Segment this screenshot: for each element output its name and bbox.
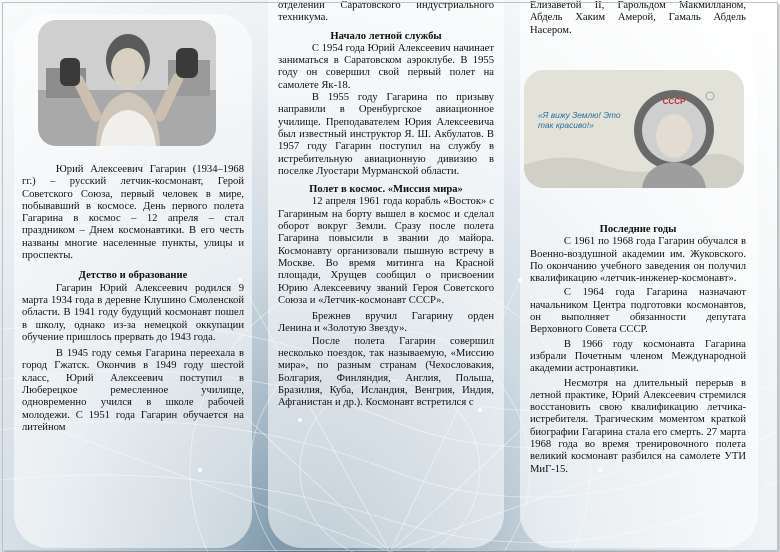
flight-service-heading: Начало летной службы xyxy=(330,30,442,42)
spaceflight-paragraph-1: 12 апреля 1961 года корабль «Восток» с Гагариным на борту вышел в космос и сделал оборот вокруг Земли. Сразу после полета Гагарина повысили в звании до майора. Космонавту организовали пышную встречу в Москве. Во время митинга на Красной площади, Хрущев сообщил о присвоении Юрию Алексеевичу званий Героя Советского Союза и «Летчик-космонавт СССР». xyxy=(278,196,494,306)
svg-text:СССР: СССР xyxy=(662,97,686,106)
column-middle xyxy=(268,0,504,548)
col2-text xyxy=(278,0,494,410)
col1-text xyxy=(22,164,244,434)
photo-caption: «Я вижу Землю! Это так красиво!» xyxy=(538,110,621,130)
gagarin-helmet-photo xyxy=(524,70,744,188)
last-years-paragraph-4: Несмотря на длительный перерыв в летной практике, Юрий Алексеевич стремился восстановить свою квалификацию летчика-истребителя. Трагическим моментом краткой биографии Гагарина стала его смерть. 27 марта 1968 года во время тренировочного полета великий космонавт разбился на самолете УТИ МиГ-15. xyxy=(530,377,746,475)
last-years-paragraph-2: С 1964 года Гагарина назначают начальником Центра подготовки космонавтов, он выполняет обязанности депутата Верховного Совета СССР. xyxy=(530,287,746,336)
service-paragraph-2: В 1955 году Гагарина по призыву направили в Оренбургское авиационное училище. Преподавателем Юрия Алексеевича был известный инструктор Я. Ш. Акбулатов. В 1957 году Гагарин поступил на службу в истребительную авиационную дивизию в поселке Луостари Мурманской области. xyxy=(278,92,494,177)
last-years-paragraph-3: В 1966 году космонавта Гагарина избрали Почетным членом Международной академии астронавтики. xyxy=(530,338,746,375)
service-paragraph-1: С 1954 года Юрий Алексеевич начинает заниматься в Саратовском аэроклубе. В 1955 году он совершил свой первый полет на самолете Як-18. xyxy=(278,42,494,91)
continued-text: отделении Саратовского индустриального техникума. xyxy=(278,0,494,24)
childhood-paragraph-1: Гагарин Юрий Алексеевич родился 9 марта 1934 года в деревне Клушино Смоленской области. В 1941 году будущий космонавт пошел в школу, однако из-за немецкой оккупации обучение пришлось прервать до 1943 года. xyxy=(22,282,244,343)
gagarin-dumbbells-photo xyxy=(38,20,216,146)
childhood-paragraph-2: В 1945 году семья Гагарина переехала в город Гжатск. Окончив в 1949 году шестой класс, Юрий Алексеевич поступил в Люберецкое ремесленное училище, одновременно учился в школе рабочей молодежи. С 1951 года Гагарин обучается на литейном xyxy=(22,348,244,433)
spaceflight-paragraph-3: После полета Гагарин совершил несколько поездок, так называемую, «Миссию мира», по разным странам (Чехословакия, Болгария, Финляндия, Англия, Польша, Бразилия, Куба, Исландия, Венгрия, Индия, Афганистан и др.). Космонавт встретился с xyxy=(278,335,494,409)
childhood-heading: Детство и образование xyxy=(78,270,188,282)
col3-text xyxy=(530,224,746,476)
column-left xyxy=(14,14,252,548)
spaceflight-paragraph-2: Брежнев вручил Гагарину орден Ленина и «Золотую Звезду». xyxy=(278,311,494,335)
photo-illustration xyxy=(38,20,216,146)
last-years-heading: Последние годы xyxy=(599,224,677,235)
continued-text-col3: Елизаветой II, Гарольдом Макмилланом, Абдель Хаким Амерой, Гамаль Абдель Насером. xyxy=(530,0,746,36)
last-years-paragraph-1: С 1961 по 1968 года Гагарин обучался в Военно-воздушной академии им. Жуковского. По окончанию учебного заведения он получил квалификацию «летчик-инженер-космонавт». xyxy=(530,236,746,285)
column-right xyxy=(520,0,758,548)
col3-top-text xyxy=(530,0,746,37)
intro-paragraph: Юрий Алексеевич Гагарин (1934–1968 гг.) – русский летчик-космонавт, Герой Советского Союза, первый человек в мире, побывавший в космосе. День первого полета Гагарина в космос – 12 апреля – стал праздником – Днем космонавтики. В его честь названы многие населенные пункты, улицы и проспекты. xyxy=(22,164,244,262)
space-flight-heading: Полет в космос. «Миссия мира» xyxy=(309,184,463,196)
